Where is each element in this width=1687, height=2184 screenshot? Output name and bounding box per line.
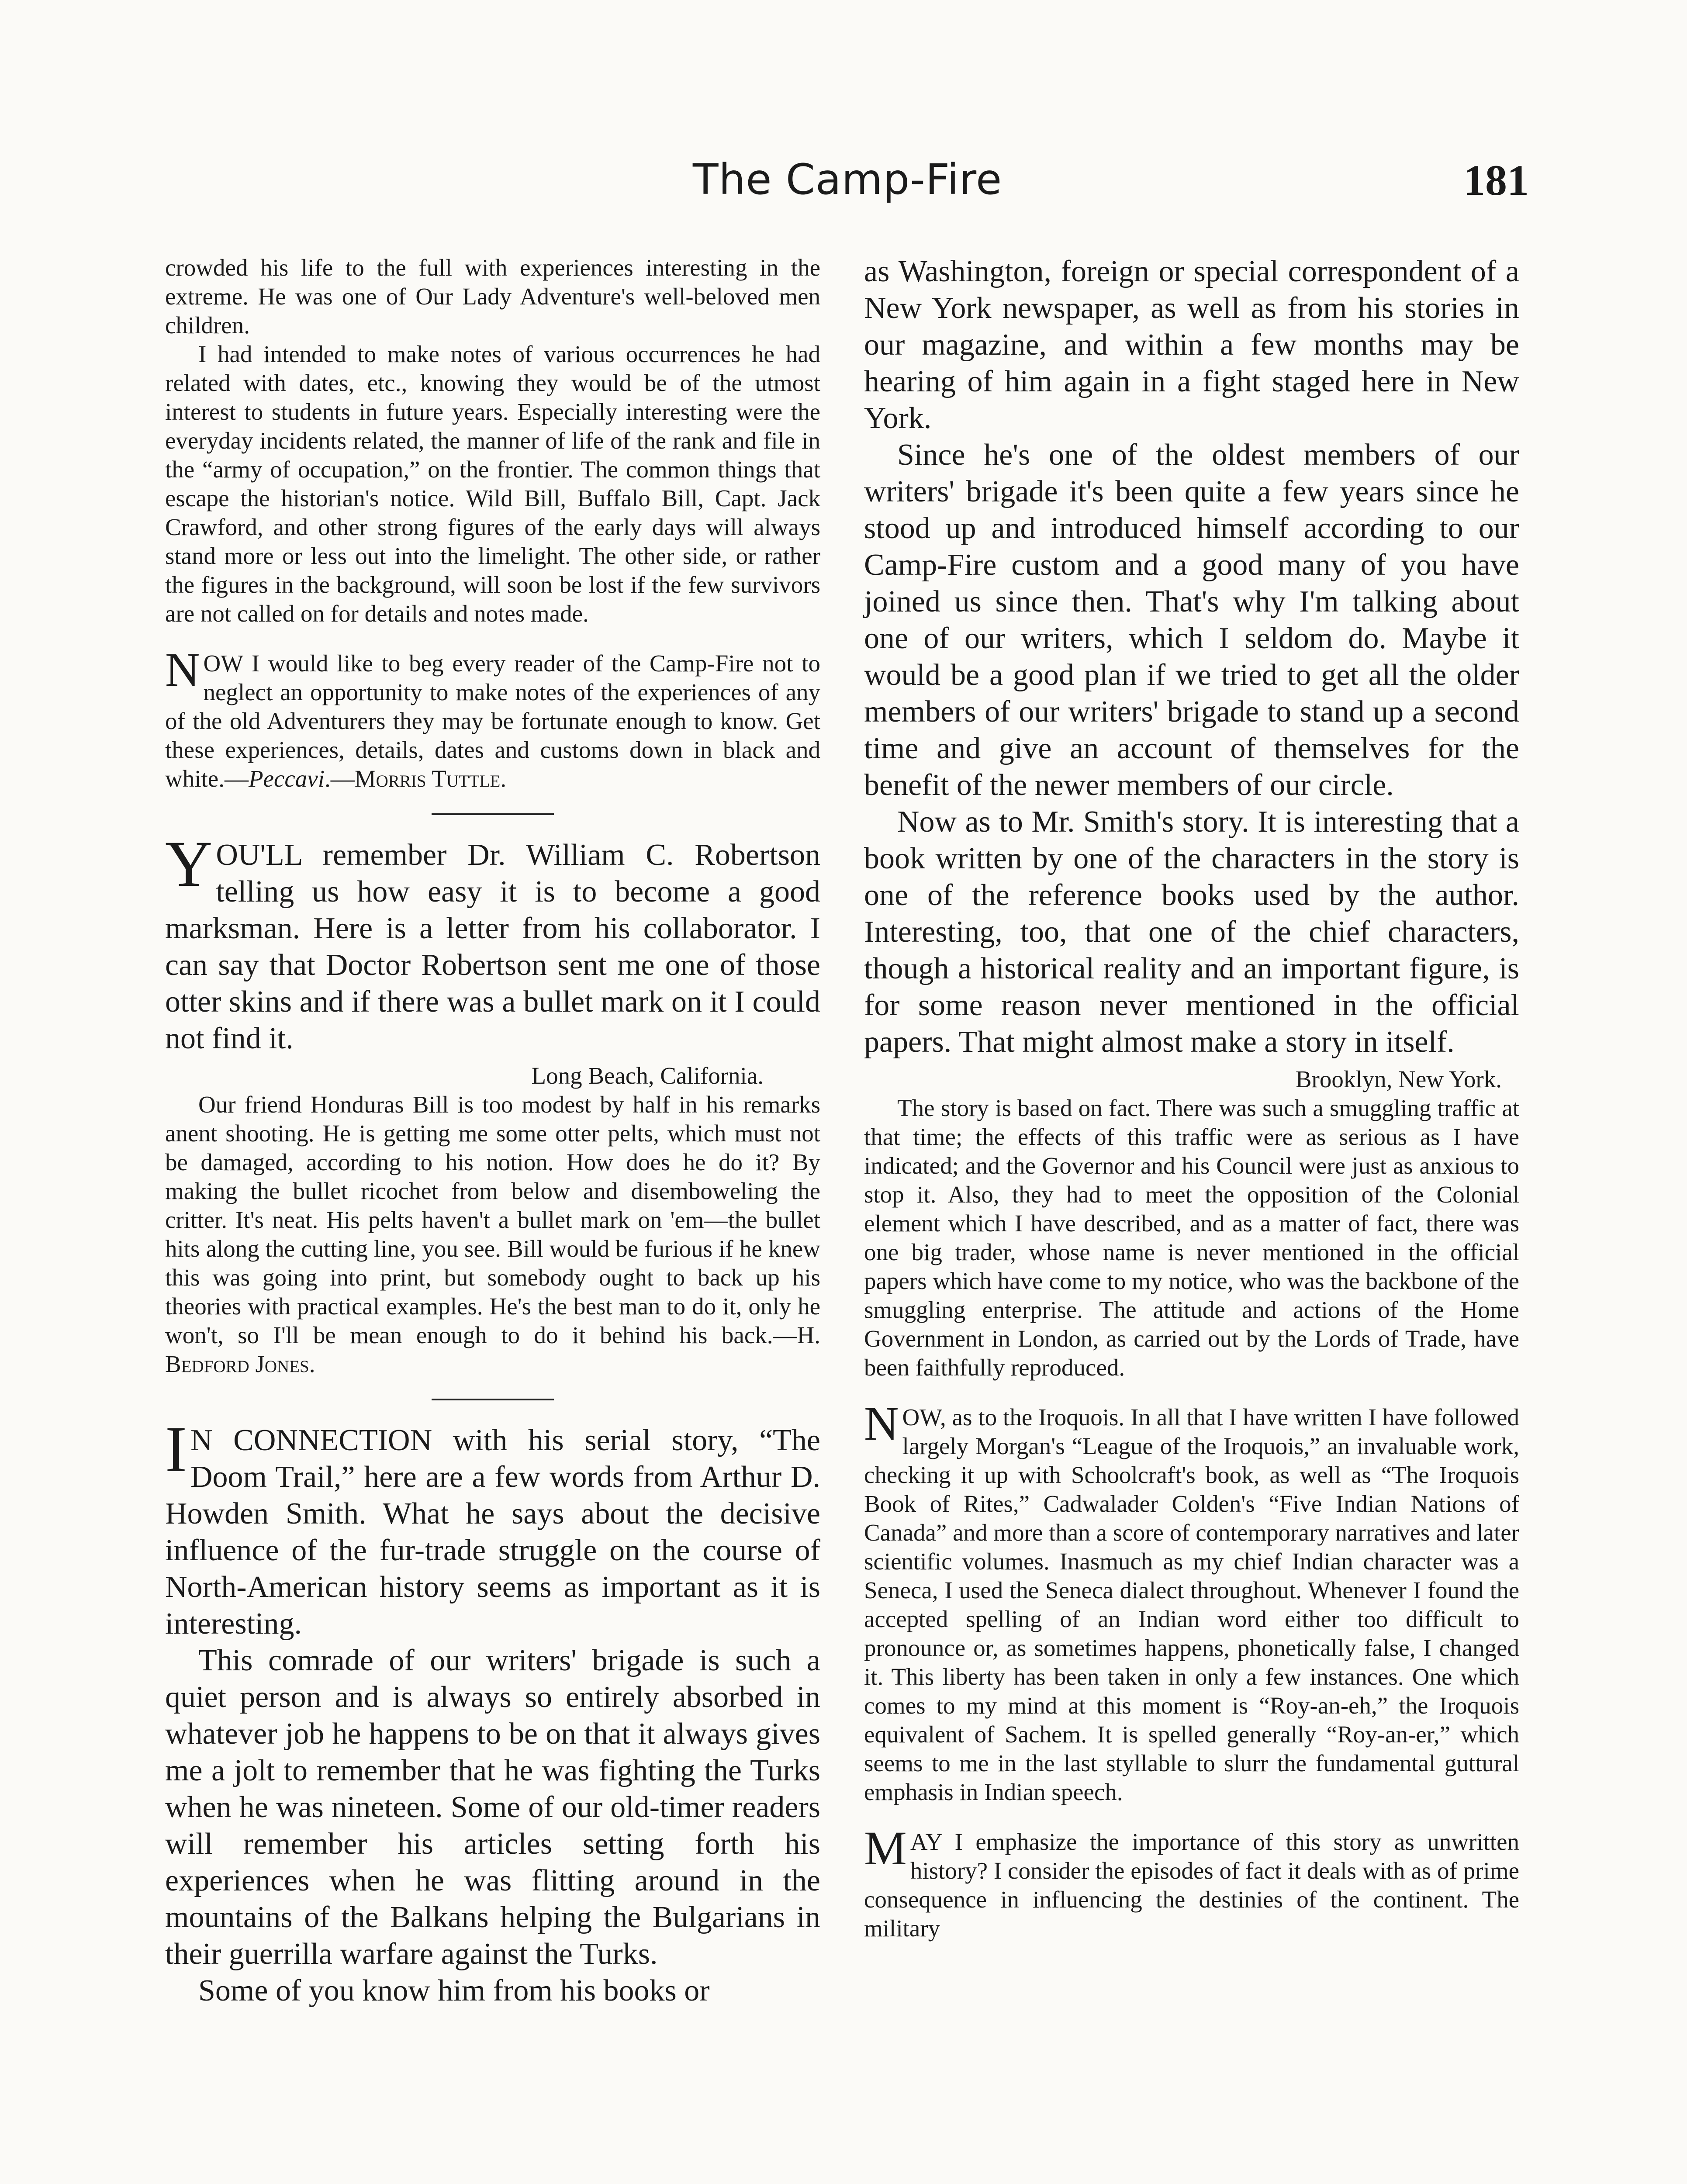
letter-place-brooklyn: Brooklyn, New York. bbox=[1295, 1066, 1502, 1092]
left-paragraph-3: NOW I would like to beg every reader of the Camp-Fire not to neglect an opportunity to make notes of the experiences of any of the old Adventurers they may be fortunate enough to know. Get these experiences, details, dates and customs down in black and white.—Peccavi.—Morris Tuttle. bbox=[165, 643, 820, 792]
left-paragraph-5: Our friend Honduras Bill is too modest by half in his remarks anent shooting. He is getting me some otter pelts, which must not be damaged, according to his notion. How does he do it? By making the bullet ricochet from below and disemboweling the critter. It's neat. His pelts haven't a bullet mark on 'em—the bullet hits along the cutting line, you see. Bill would be furious if he knew this was going into print, but somebody ought to back up his theories with practical examples. He's the best man to do it, only he won't, so I'll be mean enough to do it behind his back.—H. Bedford Jones. bbox=[165, 1091, 820, 1377]
left-paragraph-4: YOU'LL remember Dr. William C. Robertson telling us how easy it is to become a good marksman. Here is a letter from his collaborator. I can say that Doctor Robertson sent me one of those otter skins and if there was a bullet mark on it I could not find it. bbox=[165, 828, 820, 1055]
page-number: 181 bbox=[1463, 156, 1529, 204]
right-paragraph-3: Now as to Mr. Smith's story. It is interesting that a book written by one of the characters in the story is one of the reference books used by the author. Interesting, too, that one of the chief characters, though a historical reality and an important figure, is for some reason never mentioned in the official papers. That might almost make a story in itself. bbox=[864, 805, 1519, 1059]
page-header bbox=[166, 155, 1529, 216]
jones-letter-text: Our friend Honduras Bill is too modest by half in his remarks anent shooting. He is getting me some otter pelts, which must not be damaged, according to his notion. How does he do it? By making the bullet ricochet from below and disemboweling the critter. It's neat. His pelts haven't a bullet mark on 'em—the bullet hits along the cutting line, you see. Bill would be furious if he knew this was going into print, but somebody ought to back up his theories with practical examples. He's the best man to do it, only he won't, so I'll be mean enough to do it behind his back.— bbox=[165, 1091, 820, 1348]
left-paragraph-6: IN CONNECTION with his serial story, “The Doom Trail,” here are a few words from Arthur D. Howden Smith. What he says about the decisive influence of the fur-trade struggle on the course of North-American history seems as important as it is interesting. bbox=[165, 1413, 820, 1641]
left-column bbox=[165, 253, 820, 2009]
right-paragraph-6: MAY I emphasize the importance of this story as unwritten history? I consider the episodes of fact it deals with as of prime consequence in influencing the destinies of the continent. The military bbox=[864, 1821, 1519, 1942]
section-divider bbox=[432, 813, 554, 815]
running-title: The Camp-Fire bbox=[692, 155, 1003, 204]
right-paragraph-4: The story is based on fact. There was such a smuggling traffic at that time; the effects of this traffic were as serious as I have indicated; and the Governor and his Council were just as anxious to stop it. Also, they had to meet the opposition of the Colonial element which I have described, and as a matter of fact, there was one big trader, whose name is never mentioned in the official papers which have come to my notice, who was the backbone of the smuggling enterprise. The attitude and actions of the Home Government in London, as carried out by the Lords of Trade, have been faithfully reproduced. bbox=[864, 1095, 1519, 1381]
right-paragraph-2: Since he's one of the oldest members of our writers' brigade it's been quite a few years since he stood up and introduced himself according to our Camp-Fire custom and a good many of you have joined us since then. That's why I'm talking about one of our writers, which I seldom do. Maybe it would be a good plan if we tried to get all the older members of our writers' brigade to stand up a second time and give an account of themselves for the benefit of the newer members of our circle. bbox=[864, 438, 1519, 802]
right-paragraph-5: NOW, as to the Iroquois. In all that I have written I have followed largely Morgan's “League of the Iroquois,” an invaluable work, checking it up with Schoolcraft's book, as well as “The Iroquois Book of Rites,” Cadwalader Colden's “Five Indian Nations of Canada” and more than a score of contemporary narratives and later scientific volumes. Inasmuch as my chief Indian character was a Seneca, I used the Seneca dialect throughout. Whenever I found the accepted spelling of an Indian word either too difficult to pronounce or, as sometimes happens, phonetically false, I changed it. This liberty has been taken in only a few instances. One which comes to my mind at this moment is “Roy-an-eh,” the Iroquois equivalent of Sachem. It is spelled generally “Roy-an-er,” which seems to me in the last styllable to slurr the fundamental guttural emphasis in Indian speech. bbox=[864, 1397, 1519, 1805]
tuttle-letter-text: NOW I would like to beg every reader of the Camp-Fire not to neglect an opportunity to make notes of the experiences of any of the old Adventurers they may be fortunate enough to know. Get these experiences, details, dates and customs down in black and white.— bbox=[165, 643, 820, 792]
right-column bbox=[864, 253, 1519, 1943]
letter-place-long-beach: Long Beach, California. bbox=[531, 1062, 764, 1089]
left-paragraph-2: I had intended to make notes of various occurrences he had related with dates, etc., knowing they would be of the utmost interest to students in future years. Especially interesting were the everyday incidents related, the manner of life of the rank and file in the “army of occupation,” on the frontier. The common things that escape the historian's notice. Wild Bill, Buffalo Bill, Capt. Jack Crawford, and other strong figures of the early days will always stand more or less out into the limelight. The other side, or rather the figures in the background, will soon be lost if the few survivors are not called on for details and notes made. bbox=[165, 341, 820, 627]
left-paragraph-8: Some of you know him from his books or bbox=[198, 1974, 710, 2008]
section-divider-2 bbox=[432, 1399, 554, 1400]
jones-initial: H. bbox=[797, 1322, 820, 1348]
left-paragraph-7: This comrade of our writers' brigade is such a quiet person and is always so entirely absorbed in whatever job he happens to be on that it always gives me a jolt to remember that he was fighting the Turks when he was nineteen. Some of our old-timer readers will remember his articles setting forth his experiences when he was flitting around in the mountains of the Balkans helping the Bulgarians in their guerrilla warfare against the Turks. bbox=[165, 1644, 820, 1971]
left-paragraph-1: crowded his life to the full with experiences interesting in the extreme. He was one of Our Lady Adventure's well-beloved men children. bbox=[165, 254, 820, 339]
peccavi-word: Peccavi bbox=[248, 765, 325, 792]
tuttle-signature: Morris Tuttle bbox=[354, 765, 501, 792]
right-paragraph-1: as Washington, foreign or special correspondent of a New York newspaper, as well as from his stories in our magazine, and within a few months may be hearing of him again in a fight staged here in New York. bbox=[864, 255, 1519, 435]
jones-signature: Bedford Jones bbox=[165, 1351, 309, 1377]
